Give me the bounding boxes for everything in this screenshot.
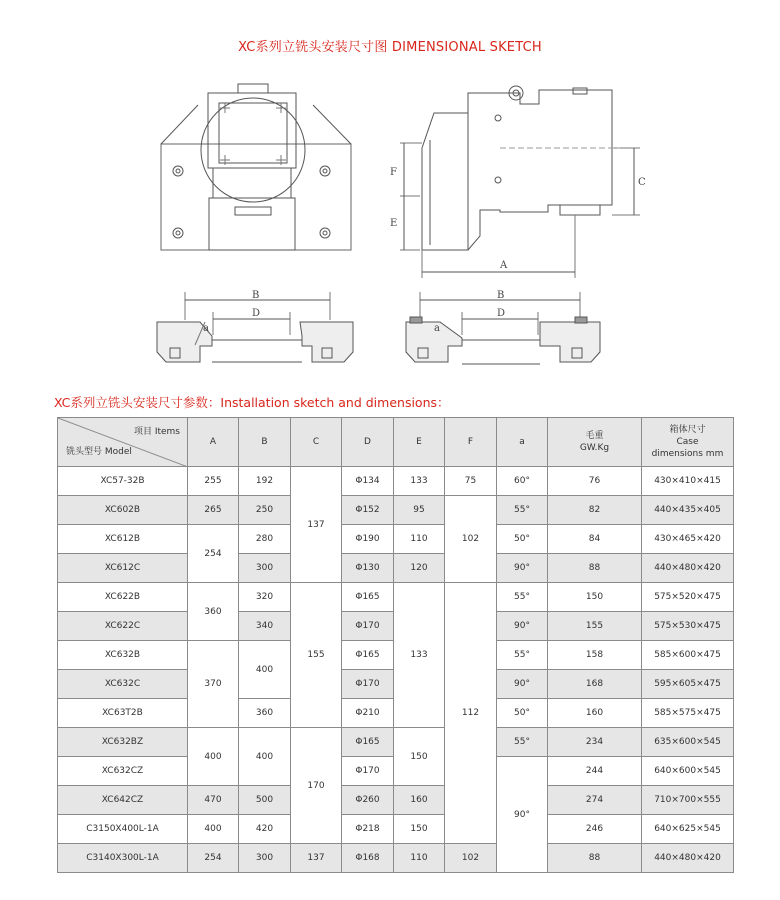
- d-cell: Φ170: [342, 670, 394, 699]
- e-cell: 110: [394, 525, 445, 554]
- gw-cell: 155: [548, 612, 642, 641]
- gw-cell: 160: [548, 699, 642, 728]
- e-cell: 95: [394, 496, 445, 525]
- table-row: [58, 525, 734, 554]
- header-d: D: [342, 418, 394, 467]
- c-cell: 137: [291, 844, 342, 873]
- label-b-left: B: [252, 290, 260, 301]
- table-row: [58, 496, 734, 525]
- c-cell: 155: [291, 583, 342, 728]
- angle-cell: 90°: [497, 612, 548, 641]
- model-cell: XC612B: [58, 525, 188, 554]
- e-cell: 110: [394, 844, 445, 873]
- a-cell: 255: [188, 467, 239, 496]
- header-case: [642, 418, 734, 467]
- model-cell: XC622C: [58, 612, 188, 641]
- case-cell: 430×410×415: [642, 467, 734, 496]
- e-cell: 150: [394, 815, 445, 844]
- gw-cell: 82: [548, 496, 642, 525]
- table-row: [58, 815, 734, 844]
- b-cell: 420: [239, 815, 291, 844]
- header-gw: [548, 418, 642, 467]
- model-cell: XC632BZ: [58, 728, 188, 757]
- gw-cell: 158: [548, 641, 642, 670]
- angle-cell: 90°: [497, 757, 548, 873]
- b-cell: 320: [239, 583, 291, 612]
- d-cell: Φ218: [342, 815, 394, 844]
- d-cell: Φ170: [342, 757, 394, 786]
- b-cell: 400: [239, 641, 291, 699]
- a-cell: 265: [188, 496, 239, 525]
- b-cell: 300: [239, 844, 291, 873]
- header-c: C: [291, 418, 342, 467]
- angle-cell: 50°: [497, 699, 548, 728]
- header-angle: a: [497, 418, 548, 467]
- header-f: F: [445, 418, 497, 467]
- side-view-drawing: [400, 86, 640, 278]
- case-cell: 640×600×545: [642, 757, 734, 786]
- d-cell: Φ165: [342, 641, 394, 670]
- header-b: B: [239, 418, 291, 467]
- case-cell: 440×435×405: [642, 496, 734, 525]
- label-e-dim: E: [390, 218, 398, 229]
- label-angle-right: a: [434, 323, 440, 334]
- case-cell: 595×605×475: [642, 670, 734, 699]
- angle-cell: 55°: [497, 728, 548, 757]
- a-cell: 400: [188, 728, 239, 786]
- gw-cell: 168: [548, 670, 642, 699]
- b-cell: 400: [239, 728, 291, 786]
- b-cell: 500: [239, 786, 291, 815]
- header-gw-cn: 毛重: [585, 431, 604, 441]
- e-cell: 120: [394, 554, 445, 583]
- a-cell: 400: [188, 815, 239, 844]
- header-case-en1: Case: [676, 437, 699, 447]
- f-cell: 112: [445, 583, 497, 844]
- d-cell: Φ165: [342, 728, 394, 757]
- b-cell: 192: [239, 467, 291, 496]
- flange-section-left: [157, 292, 353, 362]
- c-cell: 170: [291, 728, 342, 844]
- e-cell: 160: [394, 786, 445, 815]
- angle-cell: 55°: [497, 641, 548, 670]
- gw-cell: 246: [548, 815, 642, 844]
- header-e: E: [394, 418, 445, 467]
- b-cell: 250: [239, 496, 291, 525]
- a-cell: 360: [188, 583, 239, 641]
- gw-cell: 76: [548, 467, 642, 496]
- case-cell: 710×700×555: [642, 786, 734, 815]
- label-b-right: B: [497, 290, 505, 301]
- header-a: A: [188, 418, 239, 467]
- model-cell: XC632C: [58, 670, 188, 699]
- corner-header-cell: [58, 418, 188, 467]
- d-cell: Φ210: [342, 699, 394, 728]
- a-cell: 254: [188, 525, 239, 583]
- header-gw-en: GW.Kg: [579, 443, 610, 453]
- f-cell: 102: [445, 496, 497, 583]
- model-cell: XC632B: [58, 641, 188, 670]
- model-cell: XC642CZ: [58, 786, 188, 815]
- corner-items-label: 项目 Items: [133, 427, 180, 437]
- dimensional-sketch: [0, 0, 780, 385]
- header-case-cn: 箱体尺寸: [669, 425, 706, 435]
- label-angle-left: a: [203, 323, 209, 334]
- page-title: XC系列立铣头安装尺寸图 DIMENSIONAL SKETCH: [238, 40, 542, 55]
- table-row: [58, 786, 734, 815]
- label-c-dim: C: [638, 177, 646, 188]
- case-cell: 585×600×475: [642, 641, 734, 670]
- model-cell: XC612C: [58, 554, 188, 583]
- d-cell: Φ130: [342, 554, 394, 583]
- e-cell: 133: [394, 583, 445, 728]
- angle-cell: 60°: [497, 467, 548, 496]
- gw-cell: 274: [548, 786, 642, 815]
- d-cell: Φ190: [342, 525, 394, 554]
- a-cell: 254: [188, 844, 239, 873]
- d-cell: Φ170: [342, 612, 394, 641]
- label-d-right: D: [497, 308, 506, 319]
- e-cell: 150: [394, 728, 445, 786]
- angle-cell: 90°: [497, 554, 548, 583]
- case-cell: 430×465×420: [642, 525, 734, 554]
- dimension-table: [57, 417, 734, 873]
- table-row: [58, 554, 734, 583]
- case-cell: 635×600×545: [642, 728, 734, 757]
- gw-cell: 84: [548, 525, 642, 554]
- model-cell: XC632CZ: [58, 757, 188, 786]
- f-cell: 75: [445, 467, 497, 496]
- model-cell: C3150X400L-1A: [58, 815, 188, 844]
- angle-cell: 90°: [497, 670, 548, 699]
- model-cell: C3140X300L-1A: [58, 844, 188, 873]
- case-cell: 440×480×420: [642, 554, 734, 583]
- b-cell: 280: [239, 525, 291, 554]
- label-f-dim: F: [390, 167, 397, 178]
- label-d-left: D: [252, 308, 261, 319]
- model-cell: XC57-32B: [58, 467, 188, 496]
- angle-cell: 50°: [497, 525, 548, 554]
- d-cell: Φ165: [342, 583, 394, 612]
- table-row: [58, 844, 734, 873]
- table-row: [58, 728, 734, 757]
- d-cell: Φ260: [342, 786, 394, 815]
- d-cell: Φ168: [342, 844, 394, 873]
- b-cell: 300: [239, 554, 291, 583]
- table-row: [58, 583, 734, 612]
- model-cell: XC602B: [58, 496, 188, 525]
- b-cell: 360: [239, 699, 291, 728]
- d-cell: Φ134: [342, 467, 394, 496]
- case-cell: 585×575×475: [642, 699, 734, 728]
- corner-model-label: 铣头型号 Model: [66, 447, 132, 457]
- front-view-drawing: [161, 84, 351, 250]
- gw-cell: 234: [548, 728, 642, 757]
- table-row: [58, 467, 734, 496]
- angle-cell: 55°: [497, 496, 548, 525]
- gw-cell: 150: [548, 583, 642, 612]
- f-cell: 102: [445, 844, 497, 873]
- gw-cell: 244: [548, 757, 642, 786]
- case-cell: 575×530×475: [642, 612, 734, 641]
- case-cell: 640×625×545: [642, 815, 734, 844]
- gw-cell: 88: [548, 554, 642, 583]
- model-cell: XC622B: [58, 583, 188, 612]
- table-header-row: [58, 418, 734, 467]
- case-cell: 440×480×420: [642, 844, 734, 873]
- d-cell: Φ152: [342, 496, 394, 525]
- e-cell: 133: [394, 467, 445, 496]
- c-cell: 137: [291, 467, 342, 583]
- model-cell: XC63T2B: [58, 699, 188, 728]
- a-cell: 370: [188, 641, 239, 728]
- case-cell: 575×520×475: [642, 583, 734, 612]
- gw-cell: 88: [548, 844, 642, 873]
- label-a-dim: A: [500, 260, 508, 271]
- b-cell: 340: [239, 612, 291, 641]
- header-case-en2: dimensions mm: [651, 449, 724, 459]
- angle-cell: 55°: [497, 583, 548, 612]
- a-cell: 470: [188, 786, 239, 815]
- section-title: XC系列立铣头安装尺寸参数：Installation sketch and dimensions：: [54, 395, 450, 410]
